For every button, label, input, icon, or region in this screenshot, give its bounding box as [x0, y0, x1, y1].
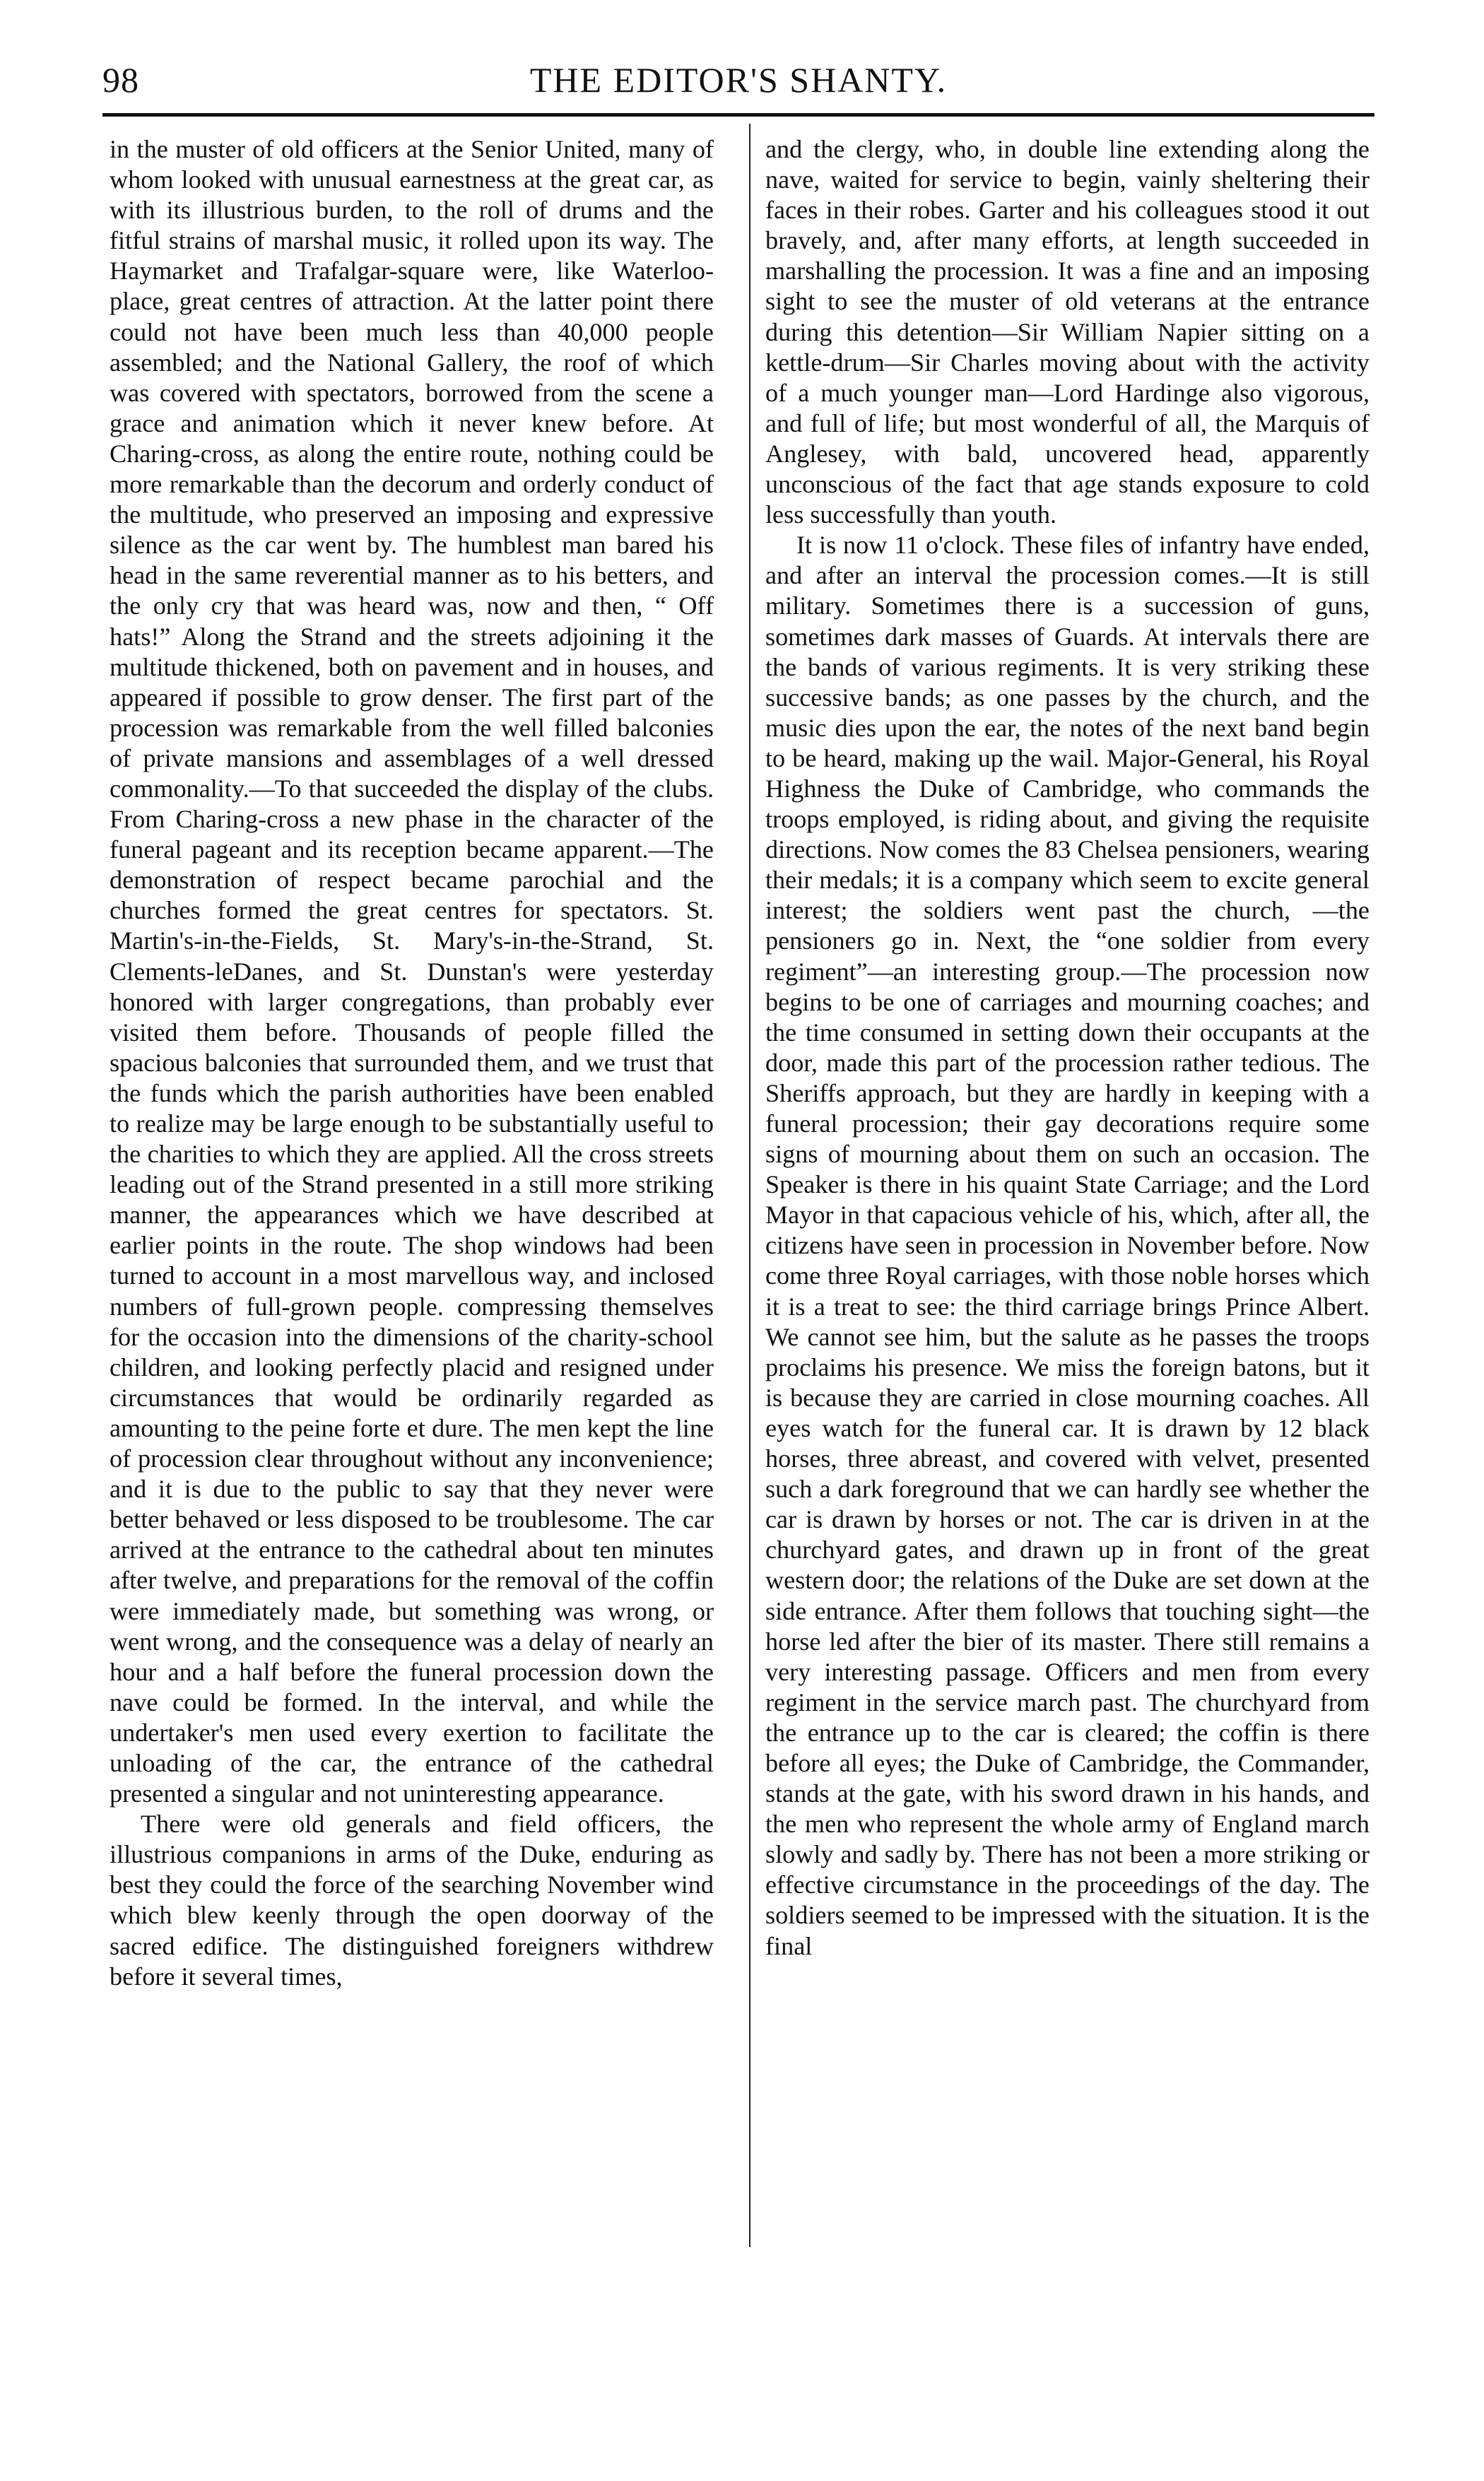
left-paragraph-2: There were old generals and field officers, the illustrious companions in arms of the Duke, enduring as best they could the force of the searching November wind which blew keenly through the open doorway of the sacred edifice. The distinguished foreigners withdrew before it several times,: [110, 1810, 714, 1991]
page-number: 98: [102, 60, 139, 100]
running-title: THE EDITOR'S SHANTY.: [529, 60, 948, 100]
right-paragraph-1: and the clergy, who, in double line extending along the nave, waited for service to begin, vainly sheltering their faces in their robes. Garter and his colleagues stood it out bravely, and, after many efforts, at length succeeded in marshalling the procession. It was a fine and an imposing sight to see the muster of old veterans at the entrance during this detention—Sir William Napier sitting on a kettle-drum—Sir Charles moving about with the activity of a much younger man—Lord Hardinge also vigorous, and full of life; but most wonderful of all, the Marquis of Anglesey, with bald, uncovered head, apparently unconscious of the fact that age stands exposure to cold less successfully than youth.: [765, 135, 1370, 529]
page-header: [102, 55, 1374, 105]
left-column: [110, 134, 714, 1992]
header-rule: [102, 113, 1374, 117]
left-paragraph-1: in the muster of old officers at the Senior United, many of whom looked with unusual earnestness at the great car, as with its illustrious burden, to the roll of drums and the fitful strains of marshal music, it rolled upon its way. The Haymarket and Trafalgar-square were, like Waterloo-place, great centres of attraction. At the latter point there could not have been much less than 40,000 people assembled; and the National Gallery, the roof of which was covered with spectators, borrowed from the scene a grace and animation which it never knew before. At Charing-cross, as along the entire route, nothing could be more remarkable than the decorum and orderly conduct of the multitude, who preserved an imposing and expressive silence as the car went by. The humblest man bared his head in the same reverential manner as to his betters, and the only cry that was heard was, now and then, “ Off hats!” Along the Strand and the streets adjoining it the multitude thickened, both on pavement and in houses, and appeared if possible to grow denser. The first part of the procession was remarkable from the well filled balconies of private mansions and assemblages of a well dressed commonality.—To that succeeded the display of the clubs. From Charing-cross a new phase in the character of the funeral pageant and its reception became apparent.—The demonstration of respect became parochial and the churches formed the great centres for spectators. St. Martin's-in-the-Fields, St. Mary's-in-the-Strand, St. Clements-leDanes, and St. Dunstan's were yesterday honored with larger congregations, than probably ever visited them before. Thousands of people filled the spacious balconies that surrounded them, and we trust that the funds which the parish authorities have been enabled to realize may be large enough to be substantially useful to the charities to which they are applied. All the cross streets leading out of the Strand presented in a still more striking manner, the appearances which we have described at earlier points in the route. The shop windows had been turned to account in a most marvellous way, and inclosed numbers of full-grown people. compressing themselves for the occasion into the dimensions of the charity-school children, and looking perfectly placid and resigned under circumstances that would be ordinarily regarded as amounting to the peine forte et dure. The men kept the line of procession clear throughout without any inconvenience; and it is due to the public to say that they never were better behaved or less disposed to be troublesome. The car arrived at the entrance to the cathedral about ten minutes after twelve, and preparations for the removal of the coffin were immediately made, but something was wrong, or went wrong, and the consequence was a delay of nearly an hour and a half before the funeral procession down the nave could be formed. In the interval, and while the undertaker's men used every exertion to facilitate the unloading of the car, the entrance of the cathedral presented a singular and not uninteresting appearance.: [110, 135, 714, 1808]
right-paragraph-2: It is now 11 o'clock. These files of infantry have ended, and after an interval the procession comes.—It is still military. Sometimes there is a succession of guns, sometimes dark masses of Guards. At intervals there are the bands of various regiments. It is very striking these successive bands; as one passes by the church, and the music dies upon the ear, the notes of the next band begin to be heard, making up the wail. Major-General, his Royal Highness the Duke of Cambridge, who commands the troops employed, is riding about, and giving the requisite directions. Now comes the 83 Chelsea pensioners, wearing their medals; it is a company which seem to excite general interest; the soldiers went past the church, —the pensioners go in. Next, the “one soldier from every regiment”—an interesting group.—The procession now begins to be one of carriages and mourning coaches; and the time consumed in setting down their occupants at the door, made this part of the procession rather tedious. The Sheriffs approach, but they are hardly in keeping with a funeral procession; their gay decorations require some signs of mourning about them on such an occasion. The Speaker is there in his quaint State Carriage; and the Lord Mayor in that capacious vehicle of his, which, after all, the citizens have seen in procession in November before. Now come three Royal carriages, with those noble horses which it is a treat to see: the third carriage brings Prince Albert. We cannot see him, but the salute as he passes the troops proclaims his presence. We miss the foreign batons, but it is because they are carried in close mourning coaches. All eyes watch for the funeral car. It is drawn by 12 black horses, three abreast, and covered with velvet, presented such a dark foreground that we can hardly see whether the car is drawn by horses or not. The car is driven in at the churchyard gates, and drawn up in front of the great western door; the relations of the Duke are set down at the side entrance. After them follows that touching sight—the horse led after the bier of its master. There still remains a very interesting passage. Officers and men from every regiment in the service march past. The churchyard from the entrance up to the car is cleared; the coffin is there before all eyes; the Duke of Cambridge, the Commander, stands at the gate, with his sword drawn in his hands, and the men who represent the whole army of England march slowly and sadly by. There has not been a more striking or effective circumstance in the proceedings of the day. The soldiers seemed to be impressed with the situation. It is the final: [765, 531, 1370, 1960]
right-column: [765, 134, 1370, 1962]
column-divider: [749, 124, 750, 2247]
